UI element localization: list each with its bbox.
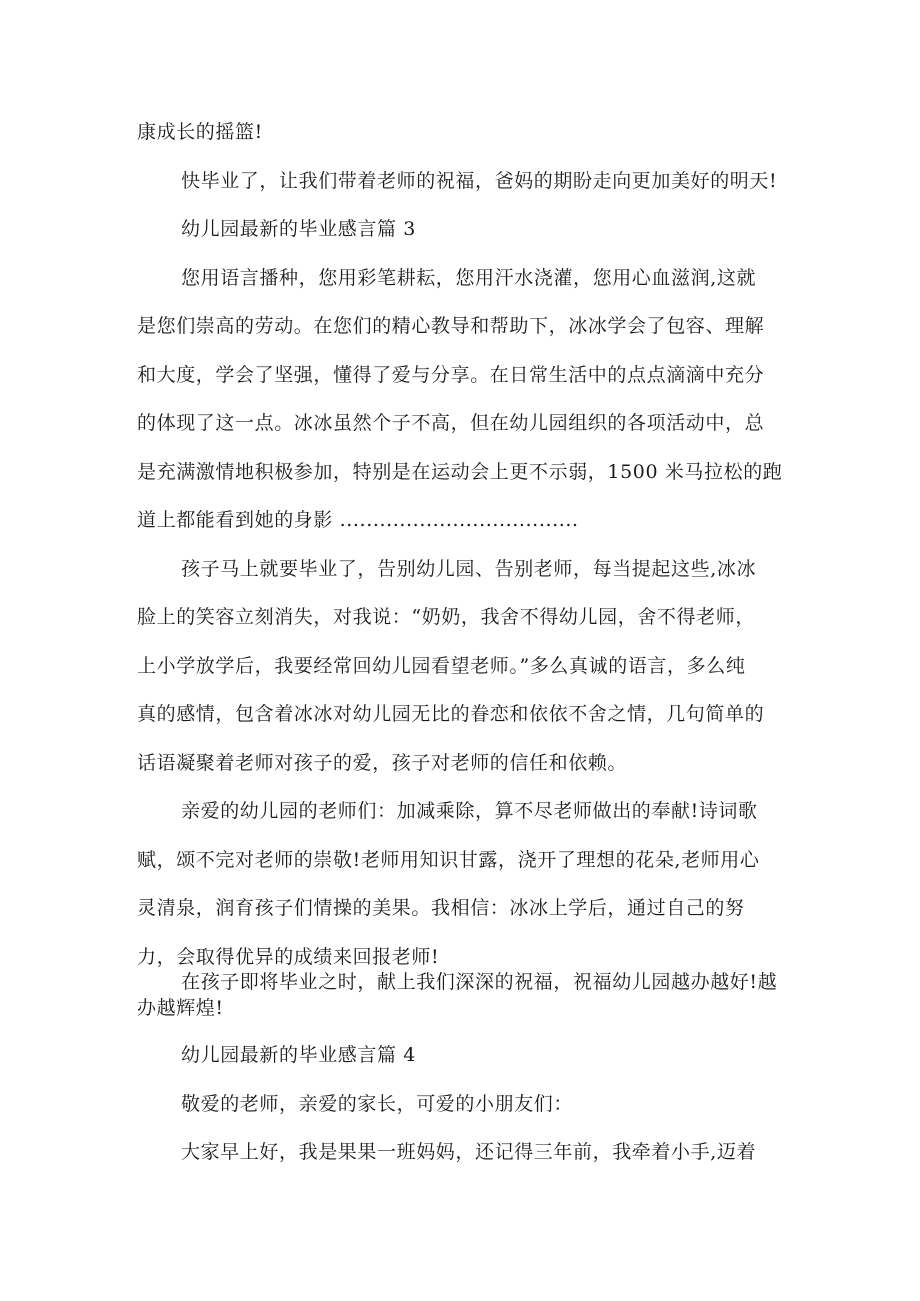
text-line: 真的感情，包含着冰冰对幼儿园无比的眷恋和依依不舍之情，几句简单的 bbox=[137, 703, 765, 725]
text-line: 康成长的摇篮! bbox=[137, 121, 263, 143]
text-line: 赋，颂不完对老师的崇敬!老师用知识甘露，浇开了理想的花朵,老师用心 bbox=[137, 849, 760, 871]
text-line: 在孩子即将毕业之时，献上我们深深的祝福，祝福幼儿园越办越好!越 bbox=[181, 971, 778, 993]
text-line: 脸上的笑容立刻消失，对我说：“奶奶，我舍不得幼儿园，舍不得老师， bbox=[137, 606, 755, 628]
text-line: 道上都能看到她的身影 .................................... bbox=[137, 509, 579, 531]
text-line: 孩子马上就要毕业了，告别幼儿园、告别老师，每当提起这些,冰冰 bbox=[181, 558, 757, 580]
text-line: 您用语言播种，您用彩笔耕耘，您用汗水浇灌，您用心血滋润,这就 bbox=[181, 267, 757, 289]
text-line: 是您们崇高的劳动。在您们的精心教导和帮助下，冰冰学会了包容、理解 bbox=[137, 315, 765, 337]
section-heading: 幼儿园最新的毕业感言篇 4 bbox=[181, 1044, 416, 1066]
text-line: 和大度，学会了坚强，懂得了爱与分享。在日常生活中的点点滴滴中充分 bbox=[137, 364, 765, 386]
text-line: 亲爱的幼儿园的老师们：加减乘除，算不尽老师做出的奉献!诗词歌 bbox=[181, 800, 758, 822]
text-line: 的体现了这一点。冰冰虽然个子不高，但在幼儿园组织的各项活动中，总 bbox=[137, 412, 765, 434]
text-line: 快毕业了，让我们带着老师的祝福，爸妈的期盼走向更加美好的明天! bbox=[181, 170, 778, 192]
text-line: 力，会取得优异的成绩来回报老师! bbox=[137, 946, 440, 968]
text-line: 上小学放学后，我要经常回幼儿园看望老师。”多么真诚的语言，多么纯 bbox=[137, 655, 746, 677]
text-line: 是充满激情地积极参加，特别是在运动会上更不示弱，1500 米马拉松的跑 bbox=[137, 461, 783, 483]
text-line: 敬爱的老师，亲爱的家长，可爱的小朋友们： bbox=[181, 1093, 574, 1115]
text-line: 办越辉煌! bbox=[137, 997, 224, 1019]
text-line: 灵清泉，润育孩子们情操的美果。我相信：冰冰上学后，通过自己的努 bbox=[137, 897, 745, 919]
section-heading: 幼儿园最新的毕业感言篇 3 bbox=[181, 218, 416, 240]
text-line: 话语凝聚着老师对孩子的爱，孩子对老师的信任和依赖。 bbox=[137, 752, 628, 774]
text-line: 大家早上好，我是果果一班妈妈，还记得三年前，我牵着小手,迈着 bbox=[181, 1141, 757, 1163]
